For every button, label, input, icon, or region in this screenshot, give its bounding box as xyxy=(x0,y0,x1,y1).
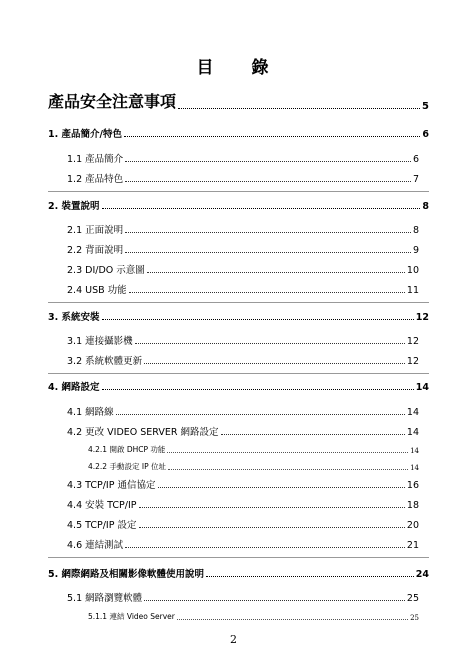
toc-entry-3-2[interactable] xyxy=(67,353,419,367)
toc-entry-2-4[interactable] xyxy=(67,282,419,296)
toc-entry-page: 14 xyxy=(410,464,419,472)
toc-entry-label: 產品安全注意事項 xyxy=(48,92,177,111)
toc-entry-1-2[interactable] xyxy=(67,171,419,185)
toc-entry-2-2[interactable] xyxy=(67,242,419,256)
toc-entry-label: 2.2 背面說明 xyxy=(67,245,124,256)
toc-entry-label: 3. 系統安裝 xyxy=(48,312,100,323)
toc-entry-page: 21 xyxy=(406,540,419,551)
toc-entry-4-3[interactable] xyxy=(67,477,419,491)
toc-entry-4-6[interactable] xyxy=(67,537,419,551)
toc-entry-page: 14 xyxy=(406,407,419,418)
toc-entry-5-1[interactable] xyxy=(67,590,419,604)
toc-entry-4-2[interactable] xyxy=(67,424,419,438)
toc-entry-page: 8 xyxy=(412,225,419,236)
toc-entry-label: 4.6 連結測試 xyxy=(67,540,124,551)
toc-entry-page: 12 xyxy=(406,356,419,367)
toc-entry-label: 4.2 更改 VIDEO SERVER 網路設定 xyxy=(67,427,219,438)
toc-entry-label: 2.1 正面說明 xyxy=(67,225,124,236)
toc-entry-page: 24 xyxy=(415,569,429,580)
toc-entry-label: 4.3 TCP/IP 通信協定 xyxy=(67,480,156,491)
toc-entry-5-1-1[interactable] xyxy=(88,611,419,622)
toc-entry-label: 5.1.1 連結 Video Server xyxy=(88,612,175,621)
toc-entry-4-5[interactable] xyxy=(67,517,419,531)
toc-entry-page: 25 xyxy=(410,614,419,622)
toc-entry-label: 5.1 網路瀏覽軟體 xyxy=(67,593,143,604)
separator xyxy=(48,302,429,303)
toc-entry-page: 7 xyxy=(412,174,419,185)
toc-entry-page: 14 xyxy=(415,382,429,393)
toc-entry-label: 3.2 系統軟體更新 xyxy=(67,356,143,367)
toc-entry-label: 3.1 連接攝影機 xyxy=(67,336,133,347)
toc-entry-label: 4.5 TCP/IP 設定 xyxy=(67,520,137,531)
toc-entry-label: 1.1 產品簡介 xyxy=(67,154,124,165)
toc-entry-safety[interactable] xyxy=(48,89,429,112)
toc-entry-page: 8 xyxy=(422,201,429,212)
toc-entry-4-2-2[interactable] xyxy=(88,461,419,472)
title-char-1: 目 xyxy=(196,58,216,78)
toc-entry-4-1[interactable] xyxy=(67,404,419,418)
toc-entry-page: 11 xyxy=(406,285,419,296)
toc-entry-section-2[interactable] xyxy=(48,198,429,212)
toc-entry-page: 5 xyxy=(422,101,429,112)
toc-entry-label: 2.3 DI/DO 示意圖 xyxy=(67,265,145,276)
toc-entry-label: 1.2 產品特色 xyxy=(67,174,124,185)
toc-entry-page: 16 xyxy=(406,480,419,491)
toc-entry-page: 6 xyxy=(422,129,429,140)
toc-entry-page: 12 xyxy=(406,336,419,347)
separator xyxy=(48,557,429,558)
toc-entry-page: 14 xyxy=(406,427,419,438)
toc-entry-label: 2.4 USB 功能 xyxy=(67,285,127,296)
toc-entry-label: 4.4 安裝 TCP/IP xyxy=(67,500,137,511)
toc-entry-page: 14 xyxy=(410,447,419,455)
separator xyxy=(48,373,429,374)
toc-entry-label: 4.2.2 手動設定 IP 位址 xyxy=(88,462,166,471)
title-char-2: 錄 xyxy=(251,58,271,78)
toc-entry-label: 2. 裝置說明 xyxy=(48,201,100,212)
toc-entry-2-1[interactable] xyxy=(67,222,419,236)
toc-entry-page: 10 xyxy=(406,265,419,276)
toc-entry-page: 18 xyxy=(406,500,419,511)
toc-entry-4-4[interactable] xyxy=(67,497,419,511)
toc-entry-page: 25 xyxy=(406,593,419,604)
toc-entry-section-5[interactable] xyxy=(48,566,429,580)
toc-entry-page: 6 xyxy=(412,154,419,165)
toc-entry-page: 12 xyxy=(415,312,429,323)
toc-entry-label: 4. 網路設定 xyxy=(48,382,100,393)
toc-entry-section-1[interactable] xyxy=(48,126,429,140)
separator xyxy=(48,191,429,192)
toc-entry-3-1[interactable] xyxy=(67,333,419,347)
toc-entry-section-4[interactable] xyxy=(48,379,429,393)
toc-entry-page: 9 xyxy=(412,245,419,256)
toc-entry-label: 5. 網際網路及相關影像軟體使用說明 xyxy=(48,569,205,580)
toc-entry-label: 4.1 網路線 xyxy=(67,407,114,418)
toc-entry-2-3[interactable] xyxy=(67,262,419,276)
toc-entry-page: 20 xyxy=(406,520,419,531)
page-title xyxy=(0,53,467,78)
toc-entry-1-1[interactable] xyxy=(67,151,419,165)
toc-entry-section-3[interactable] xyxy=(48,309,429,323)
toc-entry-4-2-1[interactable] xyxy=(88,444,419,455)
page-number: 2 xyxy=(230,633,237,646)
toc-entry-label: 1. 產品簡介/特色 xyxy=(48,129,122,140)
toc-entry-label: 4.2.1 開啟 DHCP 功能 xyxy=(88,445,166,454)
